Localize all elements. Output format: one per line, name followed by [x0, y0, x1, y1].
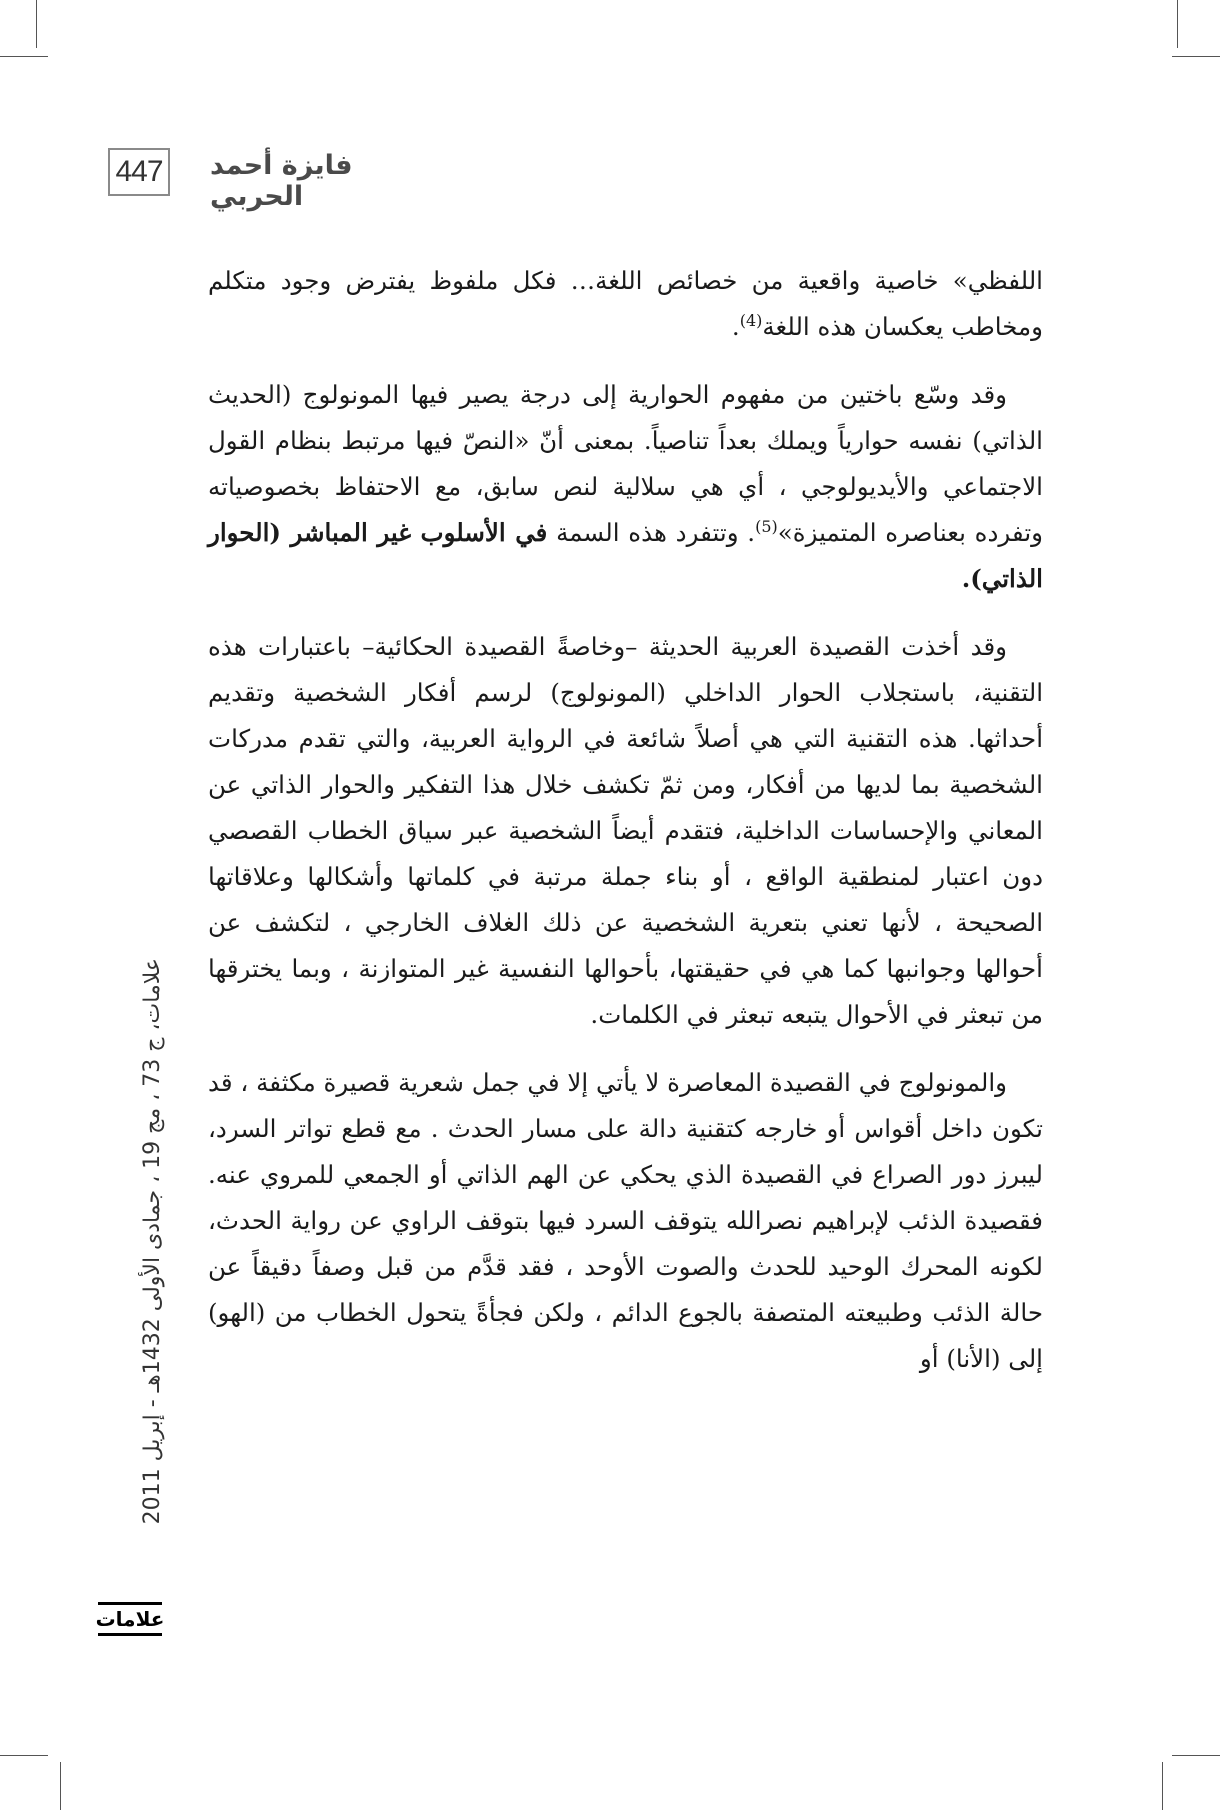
- paragraph-2-text: وقد وسّع باختين من مفهوم الحوارية إلى درجة يصير فيها المونولوج (الحديث الذاتي) نفسه حوارياً ويملك بعداً تناصياً. بمعنى أنّ «النصّ فيها مرتبط بنظام القول الاجتماعي والأيديولوجي ، أي هي سلالية لنص سابق، مع الاحتفاظ بخصوصياته وتفرده بعناصره المتميزة»: [208, 380, 1043, 547]
- paragraph-2-tail: . وتتفرد هذه السمة: [556, 518, 756, 547]
- paragraph-1-line-2: متكلم ومخاطب يعكسان هذه اللغة: [208, 266, 1043, 341]
- body-text: [208, 258, 1043, 1404]
- paragraph-1: [208, 258, 1043, 350]
- paragraph-1-line-1: اللفظي» خاصية واقعية من خصائص اللغة… فكل ملفوظ يفترض وجود: [280, 266, 1043, 295]
- paragraph-3: وقد أخذت القصيدة العربية الحديثة –وخاصةً القصيدة الحكائية– باعتبارات هذه التقنية، باستجلاب الحوار الداخلي (المونولوج) لرسم أفكار الشخصية وتقديم أحداثها. هذه التقنية التي هي أصلاً شائعة في الرواية العربية، والتي تقدم مدركات الشخصية بما لديها من أفكار، ومن ثمّ تكشف خلال هذا التفكير والحوار الذاتي عن المعاني والإحساسات الداخلية، فتقدم أيضاً الشخصية عبر سياق الخطاب القصصي دون اعتبار لمنطقية الواقع ، أو بناء جملة مرتبة في كلماتها وأشكالها وعلاقاتها الصحيحة ، لأنها تعني بتعرية الشخصية عن ذلك الغلاف الخارجي ، لتكشف عن أحوالها وجوانبها كما هي في حقيقتها، بأحوالها النفسية غير المتوازنة ، وبما يخترقها من تبعثر في الأحوال يتبعه تبعثر في الكلمات.: [208, 632, 1043, 1029]
- running-head-author: فايزة أحمد الحربي: [210, 150, 353, 212]
- page-number: 447: [108, 148, 170, 196]
- paragraph-2: [208, 372, 1043, 602]
- crop-mark-bottom-right: [1162, 1762, 1163, 1810]
- crop-mark-bottom-left-h: [0, 1755, 48, 1756]
- crop-mark-top-left-h: [0, 56, 48, 57]
- crop-mark-top-right-h: [1172, 56, 1220, 57]
- footnote-ref-5: (5): [755, 516, 778, 536]
- crop-mark-top-left: [36, 0, 37, 48]
- journal-logo: علامات: [98, 1602, 162, 1636]
- crop-mark-top-right: [1177, 0, 1178, 48]
- footnote-ref-4: (4): [739, 310, 763, 330]
- journal-issue-info: علامات، ج 73 ، مج 19 ، جمادى الأولى 1432هـ - إبريل 2011: [140, 958, 165, 1525]
- paragraph-4: والمونولوج في القصيدة المعاصرة لا يأتي إلا في جمل شعرية قصيرة مكثفة ، قد تكون داخل أقواس أو خارجه كتقنية دالة على مسار الحدث . مع قطع تواتر السرد، ليبرز دور الصراع في القصيدة الذي يحكي عن الهم الذاتي أو الجمعي للمروي عنه. فقصيدة الذئب لإبراهيم نصرالله يتوقف السرد فيها بتوقف الراوي عن رواية الحدث، لكونه المحرك الوحيد للحدث والصوت الأوحد ، فقد قدَّم من قبل وصفاً دقيقاً عن حالة الذئب وطبيعته المتصفة بالجوع الدائم ، ولكن فجأةً يتحول الخطاب من (الهو) إلى (الأنا) أو: [208, 1068, 1043, 1373]
- crop-mark-bottom-left: [60, 1762, 61, 1810]
- crop-mark-bottom-right-h: [1172, 1755, 1220, 1756]
- paragraph-2-bold: في الأسلوب غير المباشر (الحوار الذاتي).: [208, 518, 1043, 593]
- paragraph-1-tail: .: [731, 312, 740, 341]
